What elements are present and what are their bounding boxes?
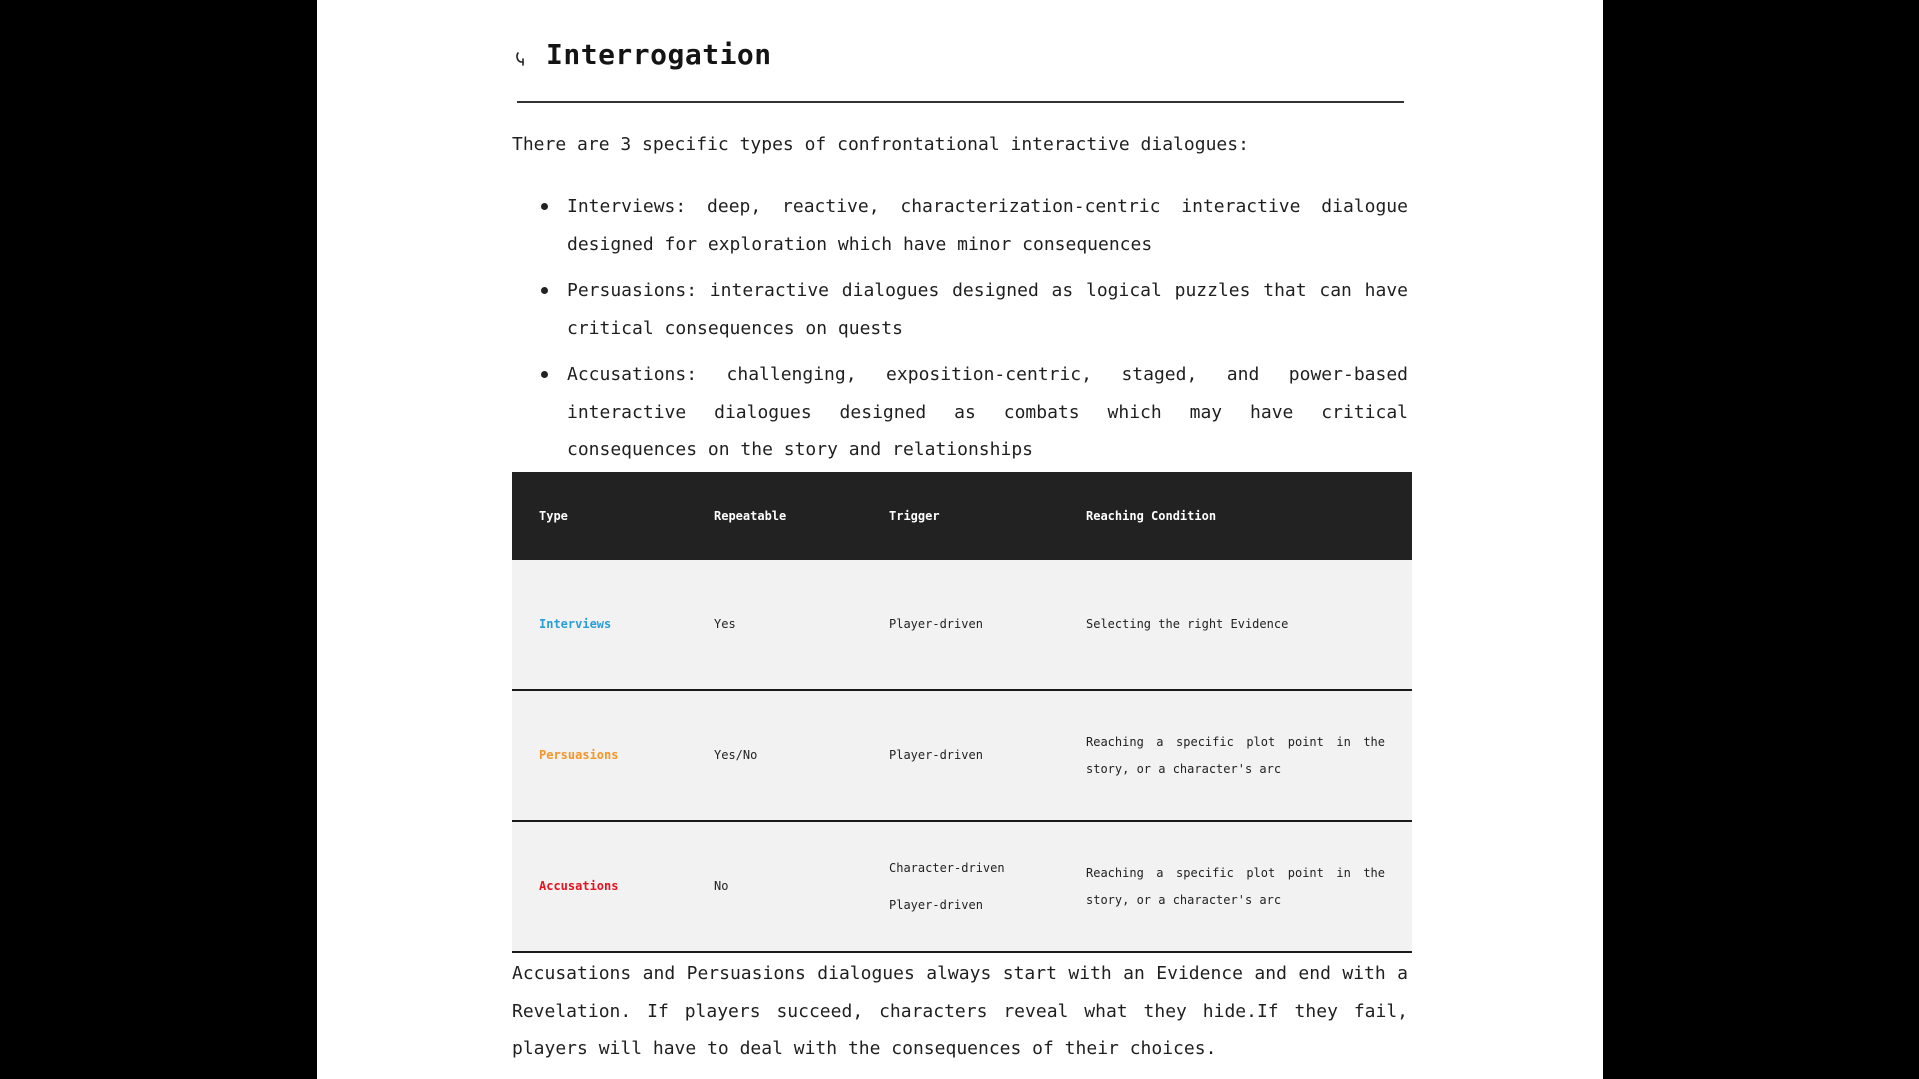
dialogue-types-list <box>512 188 1408 478</box>
type-link-accusations[interactable]: Accusations <box>512 821 687 952</box>
header-trigger: Trigger <box>862 472 1059 560</box>
bullet-icon <box>541 203 548 210</box>
trigger-value: Player-driven <box>889 617 983 631</box>
trigger-cell <box>862 821 1059 952</box>
table-header-row <box>512 472 1412 560</box>
condition-cell: Reaching a specific plot point in the story, or a character's arc <box>1059 821 1412 952</box>
repeatable-cell: No <box>687 821 862 952</box>
trigger-value: Character-driven <box>889 860 1005 875</box>
header-type: Type <box>512 472 687 560</box>
heading-divider <box>517 101 1404 103</box>
table-row <box>512 821 1412 952</box>
list-item-text: Persuasions: interactive dialogues designed as logical puzzles that can have critical consequences on quests <box>567 280 1408 339</box>
list-item-text: Interviews: deep, reactive, characterization-centric interactive dialogue designed for exploration which have minor consequences <box>567 196 1408 255</box>
dialogue-types-table <box>512 472 1412 953</box>
trigger-cell <box>862 690 1059 821</box>
header-repeatable: Repeatable <box>687 472 862 560</box>
bullet-icon <box>541 371 548 378</box>
document-page <box>317 0 1603 1079</box>
intro-paragraph: There are 3 specific types of confrontational interactive dialogues: <box>512 134 1249 155</box>
list-item <box>512 356 1408 469</box>
type-link-persuasions[interactable]: Persuasions <box>512 690 687 821</box>
trigger-cell <box>862 560 1059 690</box>
trigger-value: Player-driven <box>889 748 983 762</box>
outro-paragraph: Accusations and Persuasions dialogues always start with an Evidence and end with a Revelation. If players succeed, characters reveal what they hide.If they fail, players will have to deal with the consequences of their choices. <box>512 963 1408 1059</box>
repeatable-cell: Yes/No <box>687 690 862 821</box>
table-row <box>512 560 1412 690</box>
header-reaching-condition: Reaching Condition <box>1059 472 1412 560</box>
list-item <box>512 272 1408 347</box>
repeatable-cell: Yes <box>687 560 862 690</box>
section-heading <box>512 38 772 71</box>
condition-cell: Selecting the right Evidence <box>1059 560 1412 690</box>
list-item-text: Accusations: challenging, exposition-centric, staged, and power-based interactive dialogues designed as combats which may have critical consequences on the story and relationships <box>567 364 1408 460</box>
type-link-interviews[interactable]: Interviews <box>512 560 687 690</box>
trigger-value: Player-driven <box>889 897 983 912</box>
list-item <box>512 188 1408 263</box>
condition-cell: Reaching a specific plot point in the story, or a character's arc <box>1059 690 1412 821</box>
link-icon[interactable] <box>514 48 534 68</box>
table-row <box>512 690 1412 821</box>
bullet-icon <box>541 287 548 294</box>
section-title: Interrogation <box>546 38 772 71</box>
